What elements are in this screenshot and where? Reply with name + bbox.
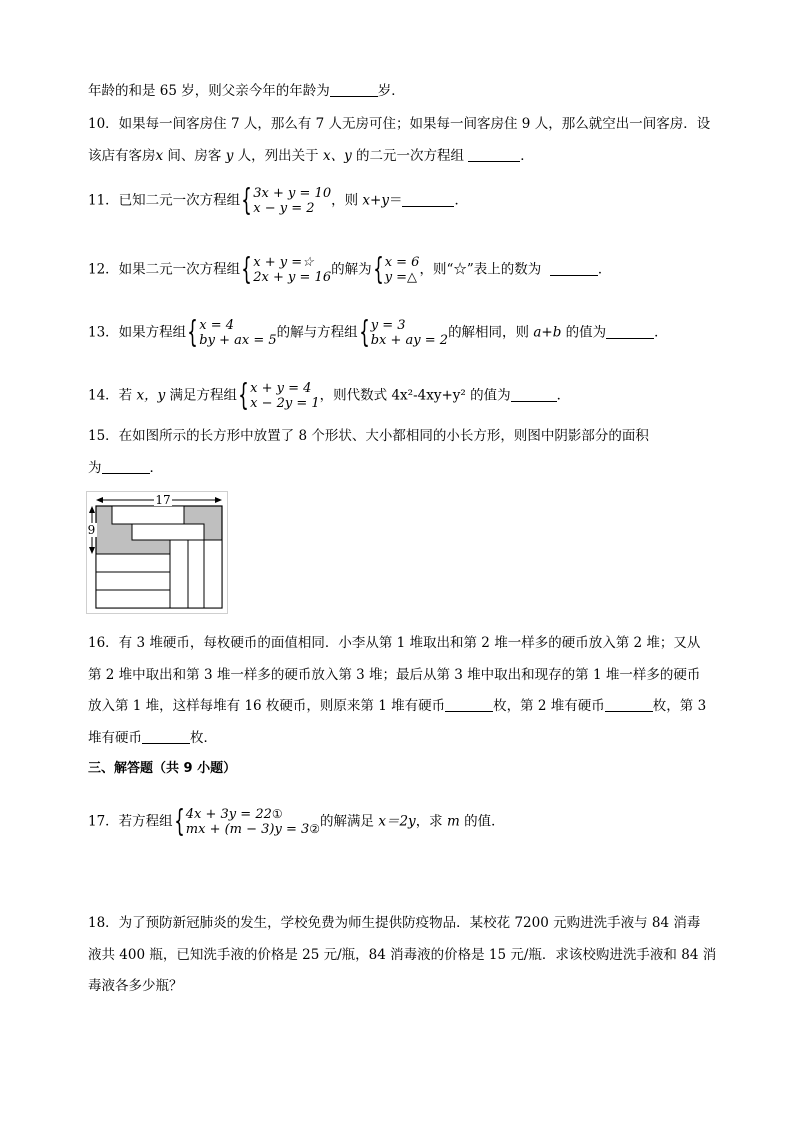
q11-eqsign: ＝ bbox=[388, 192, 403, 209]
q18-text-2: 液共 400 瓶，已知洗手液的价格是 25 元/瓶，84 消毒液的价格是 15 元/瓶．求该校购进洗手液和 84 消 bbox=[88, 947, 717, 963]
q13-mid: 的解与方程组 bbox=[276, 324, 358, 341]
q17-tail: 的解满足 bbox=[320, 813, 379, 830]
q13-prefix: 13．如果方程组 bbox=[88, 324, 187, 341]
q12-system bbox=[253, 255, 331, 285]
q11-eq2: x − y = 2 bbox=[253, 201, 315, 216]
q12-mid: 的解为 bbox=[331, 261, 372, 278]
q10-text-2a: 该店有客房 bbox=[88, 148, 156, 164]
q18-line3 bbox=[88, 977, 183, 995]
q9-answer-blank[interactable] bbox=[330, 82, 378, 97]
q13-eq1: x = 4 bbox=[199, 318, 235, 333]
q12 bbox=[88, 252, 612, 287]
q11 bbox=[88, 183, 468, 218]
q16-answer-blank-3[interactable] bbox=[142, 729, 190, 744]
q10-end: ． bbox=[520, 148, 534, 164]
q13-eq4: bx + ay = 2 bbox=[370, 333, 449, 348]
circled-two-icon: ② bbox=[309, 822, 321, 836]
shaded-region-left bbox=[96, 506, 112, 554]
q13-eq2: by + ax = 5 bbox=[199, 333, 277, 348]
q10-answer-blank[interactable] bbox=[468, 147, 520, 162]
left-brace-icon: { bbox=[358, 315, 370, 350]
q16-text-3b: 枚，第 2 堆有硬币 bbox=[493, 698, 605, 714]
left-brace-icon: { bbox=[238, 378, 249, 413]
q17-eq1: 4x + 3y = 22 bbox=[185, 807, 272, 822]
q10-text-2e: 的二元一次方程组 bbox=[351, 148, 464, 164]
small-rect-1 bbox=[112, 506, 184, 524]
q13-system-1 bbox=[199, 318, 276, 348]
q14-answer-blank[interactable] bbox=[511, 387, 557, 402]
q10-line2 bbox=[88, 147, 534, 165]
left-brace-icon: { bbox=[241, 183, 252, 218]
q13-eq3: y = 3 bbox=[370, 318, 406, 333]
left-brace-icon: { bbox=[372, 252, 384, 287]
q10-var-y: y bbox=[225, 148, 234, 164]
q10-text-2c: 人，列出关于 bbox=[233, 148, 323, 164]
shaded-region-left-2 bbox=[112, 524, 132, 540]
small-rect-5 bbox=[204, 540, 222, 608]
q18-line1 bbox=[88, 914, 700, 932]
q17-prefix: 17．若方程组 bbox=[88, 813, 173, 830]
circled-one-icon: ① bbox=[271, 807, 283, 821]
q14-prefix: 14．若 bbox=[88, 387, 137, 404]
q11-system bbox=[253, 186, 331, 216]
q18-text-3: 毒液各多少瓶？ bbox=[88, 978, 183, 994]
q15-figure bbox=[86, 491, 228, 614]
q16-line1 bbox=[88, 634, 700, 652]
q13-tail: 的解相同，则 bbox=[448, 324, 534, 341]
q14-system bbox=[250, 381, 320, 411]
q17-var: m bbox=[446, 813, 460, 830]
q16-answer-blank-2[interactable] bbox=[605, 697, 653, 712]
q15-line2 bbox=[88, 459, 163, 477]
q13-answer-blank[interactable] bbox=[606, 324, 654, 339]
q16-text-1: 16．有 3 堆硬币，每枚硬币的面值相同．小李从第 1 堆取出和第 2 堆一样多的硬币放入第 2 堆；又从 bbox=[88, 635, 701, 651]
q18-text-1: 18．为了预防新冠肺炎的发生，学校免费为师生提供防疫物品．某校花 7200 元购进洗手液与 84 消毒 bbox=[88, 915, 701, 931]
q16-text-2: 第 2 堆中取出和第 3 堆一样多的硬币放入第 3 堆；最后从第 3 堆中取出和现存的第 1 堆一样多的硬币 bbox=[88, 667, 701, 683]
q15-text-2: 为 bbox=[88, 460, 102, 476]
q11-answer-blank[interactable] bbox=[402, 192, 454, 207]
q16-line4 bbox=[88, 729, 217, 747]
q17-system bbox=[186, 807, 320, 837]
q11-eq1: 3x + y = 10 bbox=[253, 186, 332, 201]
q11-end: ． bbox=[454, 192, 468, 209]
q17-condition: x＝2y bbox=[378, 813, 416, 830]
q16-text-3a: 放入第 1 堆，这样每堆有 16 枚硬币，则原来第 1 堆有硬币 bbox=[88, 698, 446, 714]
left-brace-icon: { bbox=[173, 804, 185, 839]
q14-vars: x，y bbox=[136, 387, 166, 404]
q12-end: ． bbox=[597, 261, 612, 278]
q16-answer-blank-1[interactable] bbox=[445, 697, 493, 712]
q17-end: 的值． bbox=[459, 813, 505, 830]
q10-line1 bbox=[88, 115, 710, 133]
q12-sol2: y =△ bbox=[384, 270, 418, 285]
shaded-region-left-3 bbox=[112, 540, 170, 554]
q14-eq1: x + y = 4 bbox=[250, 381, 312, 396]
q14 bbox=[88, 378, 571, 413]
q16-text-3c: 枚，第 3 bbox=[652, 698, 707, 714]
q15-text-1: 15．在如图所示的长方形中放置了 8 个形状、大小都相同的小长方形，则图中阴影部分的面积 bbox=[88, 428, 649, 444]
q16-text-4b: 枚． bbox=[190, 730, 217, 746]
section-title: 三、解答题（共 9 小题） bbox=[88, 761, 237, 776]
small-rect-7 bbox=[96, 572, 170, 590]
q15-end: ． bbox=[149, 460, 163, 476]
q17-tail2: ，求 bbox=[415, 813, 447, 830]
height-label: 9 bbox=[87, 523, 96, 537]
q17-eq2: mx + (m − 3)y = 3 bbox=[185, 822, 310, 837]
small-rect-4 bbox=[188, 540, 204, 608]
q14-tail: ，则代数式 4x²-4xy+y² 的值为 bbox=[319, 387, 511, 404]
q12-answer-blank[interactable] bbox=[550, 261, 598, 276]
q9-suffix: 岁． bbox=[377, 83, 405, 99]
q17 bbox=[88, 804, 505, 839]
q11-expr: x+y bbox=[362, 192, 389, 209]
q16-line3 bbox=[88, 697, 706, 715]
q9-tail bbox=[88, 82, 405, 100]
width-label: 17 bbox=[155, 493, 171, 507]
q12-solution bbox=[385, 255, 420, 285]
q16-line2 bbox=[88, 666, 700, 684]
q13-system-2 bbox=[371, 318, 448, 348]
small-rect-3 bbox=[170, 540, 188, 608]
small-rect-8 bbox=[96, 590, 170, 608]
q10-var-x: x bbox=[155, 148, 164, 164]
q13-expr: a+b bbox=[533, 324, 562, 341]
q9-text: 年龄的和是 65 岁，则父亲今年的年龄为 bbox=[88, 83, 330, 99]
q12-tail: ，则“☆”表上的数为 bbox=[419, 261, 542, 278]
q12-prefix: 12．如果二元一次方程组 bbox=[88, 261, 241, 278]
q11-prefix: 11．已知二元一次方程组 bbox=[88, 192, 241, 209]
q10-text-1: 10．如果每一间客房住 7 人，那么有 7 人无房可住；如果每一间客房住 9 人，那么就空出一间客房．设 bbox=[88, 116, 711, 132]
q18-line2 bbox=[88, 946, 716, 964]
q12-sol1: x = 6 bbox=[384, 255, 420, 270]
q15-answer-blank[interactable] bbox=[102, 459, 150, 474]
q14-mid: 满足方程组 bbox=[165, 387, 238, 404]
q16-text-4a: 堆有硬币 bbox=[88, 730, 142, 746]
q13 bbox=[88, 315, 668, 350]
q11-mid: ，则 bbox=[331, 192, 363, 209]
small-rect-2 bbox=[132, 524, 204, 540]
q14-eq2: x − 2y = 1 bbox=[250, 396, 320, 411]
left-brace-icon: { bbox=[187, 315, 198, 350]
left-brace-icon: { bbox=[241, 252, 252, 287]
q12-eq1: x + y =☆ bbox=[253, 255, 314, 270]
small-rect-6 bbox=[96, 554, 170, 572]
q10-vars: x、y bbox=[322, 148, 352, 164]
q12-eq2: 2x + y = 16 bbox=[253, 270, 332, 285]
q10-text-2b: 间、房客 bbox=[163, 148, 226, 164]
q13-tail2: 的值为 bbox=[561, 324, 607, 341]
q13-end: ． bbox=[654, 324, 668, 341]
q15-line1 bbox=[88, 427, 649, 445]
q14-end: ． bbox=[556, 387, 571, 404]
